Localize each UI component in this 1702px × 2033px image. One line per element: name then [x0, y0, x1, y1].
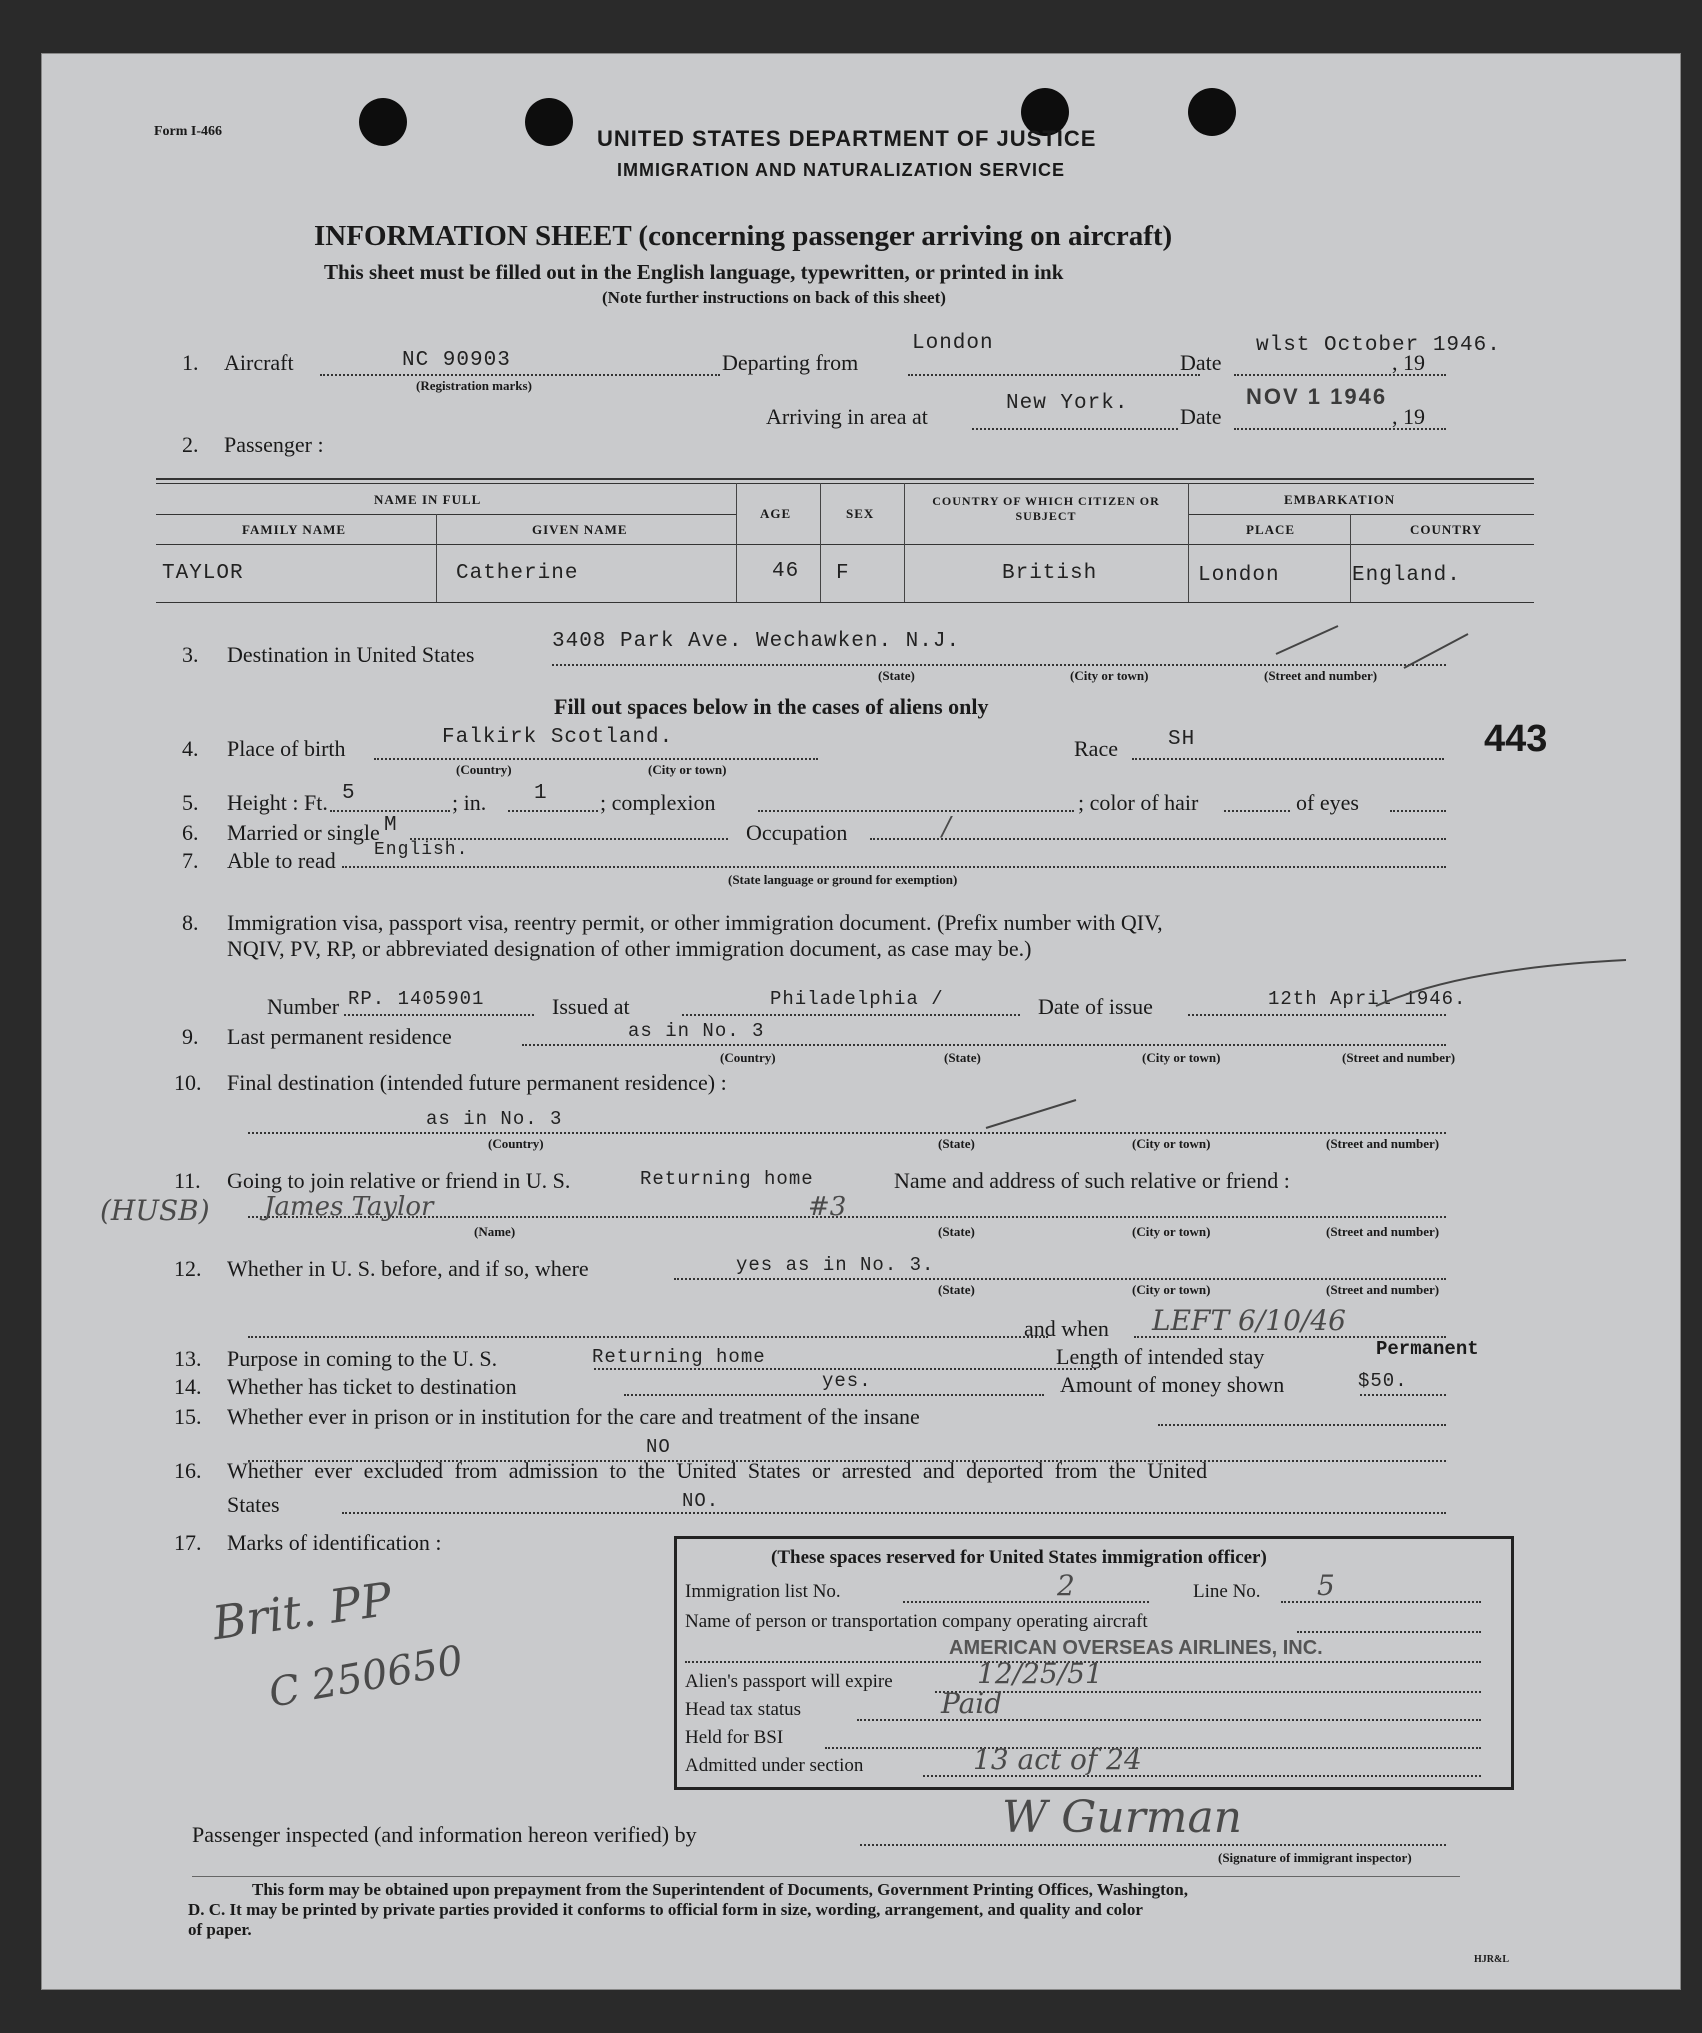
embarkation-header: EMBARKATION [1284, 492, 1396, 507]
arriving-label: Arriving in area at [766, 404, 928, 429]
pen-stroke [1272, 614, 1472, 674]
height-label: Height : Ft. [227, 790, 328, 815]
embarkation-country-header: COUNTRY [1410, 522, 1483, 537]
money-value: $50. [1358, 1370, 1408, 1392]
occupation-value: / [942, 812, 951, 842]
punch-hole [359, 98, 407, 146]
prison-value: NO [646, 1436, 671, 1458]
footer-text-3: of paper. [188, 1920, 252, 1939]
document-instructions-2: NQIV, PV, RP, or abbreviated designation of other immigration document, as case may be.) [227, 936, 1032, 961]
item-number: 8. [182, 910, 199, 935]
height-feet-value: 5 [342, 782, 356, 805]
passenger-table [156, 478, 1534, 604]
item-number: 12. [174, 1256, 202, 1281]
head-tax-label: Head tax status [685, 1699, 802, 1720]
form-number: Form I-466 [154, 124, 223, 139]
height-inches-value: 1 [534, 782, 548, 805]
item-number: 17. [174, 1530, 202, 1555]
excluded-label: Whether ever excluded from admission to the United States or arrested and deported from the United [227, 1458, 1208, 1483]
relation-note: (HUSB) [100, 1194, 210, 1227]
date-label: Date [1180, 404, 1222, 429]
document-number-value: RP. 1405901 [348, 988, 485, 1010]
item-number: 11. [174, 1168, 201, 1193]
birth-label: Place of birth [227, 736, 346, 761]
issued-label: Issued at [552, 994, 630, 1019]
relative-address-value: #3 [808, 1192, 847, 1222]
item-number: 2. [182, 432, 199, 457]
document-instructions: Immigration visa, passport visa, reentry permit, or other immigration document. (Prefix number with QIV, [227, 910, 1163, 935]
head-tax-value: Paid [941, 1687, 1003, 1720]
read-value: English. [374, 840, 469, 860]
previous-visit-value: yes as in No. 3. [736, 1254, 935, 1276]
item-number: 4. [182, 736, 199, 761]
identification-value: Brit. PP [209, 1571, 396, 1651]
footer-text: This form may be obtained upon prepayment from the Superintendent of Documents, Government Printing Offices, Washington, [252, 1880, 1188, 1899]
bsi-label: Held for BSI [685, 1727, 784, 1748]
item-number: 10. [174, 1070, 202, 1095]
footer-text-2: D. C. It may be printed by private parties provided it conforms to official form in size, wording, arrangement, and quality and color [188, 1900, 1143, 1919]
residence-value: as in No. 3 [628, 1020, 765, 1042]
when-label: and when [1024, 1316, 1109, 1341]
admitted-value: 13 act of 24 [973, 1743, 1142, 1776]
citizenship-header: COUNTRY OF WHICH CITIZEN OR SUBJECT [932, 494, 1160, 523]
issue-date-value: 12th April 1946. [1268, 988, 1467, 1010]
family-name-header: FAMILY NAME [242, 522, 347, 537]
punch-hole [525, 98, 573, 146]
passport-expire-label: Alien's passport will expire [685, 1671, 893, 1692]
money-label: Amount of money shown [1060, 1372, 1285, 1397]
embarkation-place-value: London [1198, 564, 1280, 587]
age-value: 46 [772, 560, 800, 583]
final-destination-value: as in No. 3 [426, 1108, 563, 1130]
family-name-value: TAYLOR [162, 562, 244, 585]
given-name-value: Catherine [456, 562, 579, 585]
departing-value: London [912, 332, 994, 355]
passport-number-value: C 250650 [265, 1637, 467, 1717]
race-label: Race [1074, 736, 1118, 761]
note-text: (Note further instructions on back of this sheet) [602, 288, 946, 307]
service-heading: IMMIGRATION AND NATURALIZATION SERVICE [617, 160, 1065, 180]
company-value: AMERICAN OVERSEAS AIRLINES, INC. [949, 1637, 1323, 1659]
relative-label: Going to join relative or friend in U. S. [227, 1168, 571, 1193]
list-label: Immigration list No. [685, 1581, 841, 1602]
prison-label: Whether ever in prison or in institution for the care and treatment of the insane [227, 1404, 920, 1429]
excluded-value: NO. [682, 1490, 720, 1512]
page-title: INFORMATION SHEET (concerning passenger arriving on aircraft) [314, 220, 1173, 252]
occupation-label: Occupation [746, 820, 848, 845]
item-number: 9. [182, 1024, 199, 1049]
place-header: PLACE [1246, 522, 1296, 537]
passport-expire-value: 12/25/51 [977, 1657, 1103, 1690]
embarkation-country-value: England. [1352, 564, 1461, 587]
final-destination-label: Final destination (intended future permanent residence) : [227, 1070, 727, 1095]
residence-label: Last permanent residence [227, 1024, 452, 1049]
item-number: 13. [174, 1346, 202, 1371]
birth-value: Falkirk Scotland. [442, 726, 674, 749]
line-label: Line No. [1193, 1581, 1261, 1602]
item-number: 7. [182, 848, 199, 873]
item-number: 3. [182, 642, 199, 667]
previous-visit-label: Whether in U. S. before, and if so, where [227, 1256, 589, 1281]
item-number: 6. [182, 820, 199, 845]
date-label: Date [1180, 350, 1222, 375]
aircraft-label: Aircraft [224, 350, 294, 375]
printer-code: HJR&L [1474, 1954, 1509, 1965]
inspected-label: Passenger inspected (and information hereon verified) by [192, 1822, 697, 1847]
stamp-number: 443 [1484, 718, 1548, 760]
item-number: 1. [182, 350, 199, 375]
identification-label: Marks of identification : [227, 1530, 442, 1555]
document-number-label: Number [267, 994, 340, 1019]
stay-label: Length of intended stay [1056, 1344, 1265, 1369]
issued-value: Philadelphia / [770, 988, 944, 1010]
age-header: AGE [760, 506, 792, 521]
list-value: 2 [1057, 1569, 1075, 1602]
admitted-label: Admitted under section [685, 1755, 864, 1776]
purpose-label: Purpose in coming to the U. S. [227, 1346, 498, 1371]
issue-date-label: Date of issue [1038, 994, 1153, 1019]
marital-label: Married or single [227, 820, 380, 845]
punch-hole [1188, 88, 1236, 136]
instruction-text: This sheet must be filled out in the English language, typewritten, or printed in ink [324, 260, 1064, 284]
item-number: 16. [174, 1458, 202, 1483]
item-number: 5. [182, 790, 199, 815]
line-value: 5 [1317, 1569, 1335, 1602]
officer-box [674, 1536, 1514, 1790]
relative-label-2: Name and address of such relative or friend : [894, 1168, 1290, 1193]
citizenship-value: British [1002, 562, 1098, 585]
passenger-label: Passenger : [224, 432, 324, 457]
read-label: Able to read [227, 848, 336, 873]
name-in-full-header: NAME IN FULL [374, 492, 482, 507]
signature-caption: (Signature of immigrant inspector) [1218, 1850, 1412, 1865]
given-name-header: GIVEN NAME [532, 522, 628, 537]
aliens-heading: Fill out spaces below in the cases of aliens only [554, 694, 989, 719]
destination-value: 3408 Park Ave. Wechawken. N.J. [552, 630, 961, 653]
sex-header: SEX [846, 506, 875, 521]
department-heading: UNITED STATES DEPARTMENT OF JUSTICE [597, 126, 1097, 151]
destination-label: Destination in United States [227, 642, 475, 667]
purpose-value: Returning home [592, 1346, 766, 1368]
inspector-signature: W Gurman [1002, 1792, 1243, 1843]
when-value: LEFT 6/10/46 [1152, 1304, 1346, 1337]
officer-box-title: (These spaces reserved for United States immigration officer) [771, 1547, 1267, 1568]
relative-typed: Returning home [640, 1168, 814, 1190]
pen-stroke [982, 1094, 1082, 1134]
form-sheet: Form I-466 UNITED STATES DEPARTMENT OF JUSTICE IMMIGRATION AND NATURALIZATION SERVICE INFORMATION SHEET (concerning passenger arriving on aircraft) This sheet must be filled out in the English language, typewritten, or printed in ink (Note further instructions on back of this sheet) 1. Aircraft NC 90903 (Registration marks) Departing from London Date , 19 wlst October 1946. Arriving in area at New York. Date , 19 NOV 1 1946 2. Passenger : NAME IN FULL FAMILY NAME GIVEN NAME AGE SEX COUNTRY OF WHICH CITIZEN OR SUBJECT EMBARKATION PLACE COUNTRY TAYLOR Catherine 46 F British London England. 3. Destination in United States 3408 Park Ave. Wechawken. N.J. (State) (City or town) (Street and number) Fill out spaces below in the cases of aliens only 4. Place of birth Falkirk Scotland. (Country) (City or town) Race SH 443 5. Height : Ft. 5 ; in. 1 ; complexion ; color of hair of eyes 6. Married or single M Occupation / 7. Able to read English. (State language or ground for exemption) 8. Immigration visa, passport visa, reentry permit, or other immigration document. (Prefix number with QIV, NQIV, PV, RP, or abbreviated designation of other immigration document, as case may be.) Number RP. 1405901 Issued at Philadelphia / Date of issue 12th April 1946. 9. Last permanent residence as in No. 3 (Country) (State) (City or town) (Street and number) 10. Final destination (intended future permanent residence) : as in No. 3 (Country) (State) (City or town) (Street and number) 11. Going to join relative or friend in U. S. Returning home Name and address of such relative or friend : (HUSB) James Taylor #3 (Name) (State) (City or town) (Street and number) 12. Whether in U. S. before, and if so, where yes as in No. 3. (State) (City or town) (Street and number) and when LEFT 6/10/46 13. Purpose in coming to the U. S. Returning home Length of intended stay Permanent 14. Whether has ticket to destination yes. Amount of money shown $50. 15. Whether ever in prison or in institution for the care and treatment of the insane NO 16. Whether ever excluded from admission to the United States or arrested and deported from the United States NO. 17. Marks of identification : Brit. PP C 250650 (These spaces reserved for United States immigration officer) Immigration list No. 2 Line No. 5 Name of person or transportation company operating aircraft AMERICAN OVERSEAS AIRLINES, INC. Alien's passport will expire 12/25/51 Head tax status Paid Held for BSI Admitted under section 13 act of 24 Passenger inspected (and information hereon verified) by W Gurman (Signature of immigrant inspector) This form may be obtained upon prepayment from the Superintendent of Documents, Government Printing Offices, Washington, D. C. It may be printed by private parties provided it conforms to official form in size, wording, arrangement, and quality and color of paper. HJR&L [42, 54, 1680, 1989]
stay-value: Permanent [1376, 1338, 1479, 1360]
marital-value: M [384, 814, 398, 837]
departure-date-value: wlst October 1946. [1256, 334, 1501, 357]
relative-name-value: James Taylor [264, 1192, 434, 1222]
aircraft-value: NC 90903 [402, 349, 511, 372]
sex-value: F [836, 562, 850, 585]
item-number: 14. [174, 1374, 202, 1399]
excluded-label-2: States [227, 1492, 280, 1517]
company-label: Name of person or transportation company operating aircraft [685, 1611, 1148, 1632]
race-value: SH [1168, 728, 1196, 751]
arrival-date-stamp: NOV 1 1946 [1246, 384, 1388, 409]
ticket-label: Whether has ticket to destination [227, 1374, 517, 1399]
item-number: 15. [174, 1404, 202, 1429]
arriving-value: New York. [1006, 392, 1129, 415]
departing-label: Departing from [722, 350, 859, 375]
ticket-value: yes. [822, 1370, 872, 1392]
pen-stroke [1372, 954, 1632, 1014]
registration-caption: (Registration marks) [416, 378, 532, 393]
